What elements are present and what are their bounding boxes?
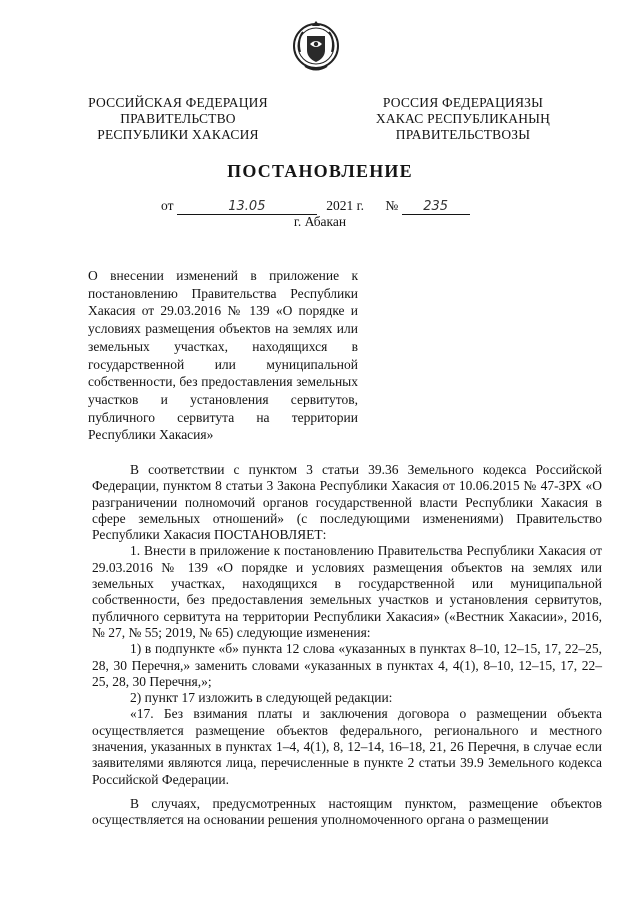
body-paragraph: «17. Без взимания платы и заключения договора о размещении объекта осуществляется размещение объектов федерального, регионального и местного значения, указанных в пунктах 1–4, 4(1), 8, 12–14, 16–18, 21, 26 Перечня, в случае если заявителями являются лица, перечисленные в пункте 2 статьи 39.9 Земельного кодекса Российской Федерации. bbox=[92, 706, 602, 787]
body-paragraph: 2) пункт 17 изложить в следующей редакции: bbox=[130, 690, 393, 706]
year-label: 2021 г. bbox=[326, 198, 364, 213]
document-type-title: ПОСТАНОВЛЕНИЕ bbox=[227, 161, 413, 181]
header-right-line: ХАКАС РЕСПУБЛИКАНЫҢ bbox=[375, 111, 551, 126]
from-label: от bbox=[161, 198, 174, 213]
header-left-line: РОССИЙСКАЯ ФЕДЕРАЦИЯ bbox=[88, 95, 268, 110]
body-paragraph: 1. Внести в приложение к постановлению Правительства Республики Хакасия от 29.03.2016 № 139 «О порядке и условиях размещения объектов на землях или земельных участках, находящихся в государственной или муниципальной собственности, без предоставления земельных участков и установления сервитутов, публичного сервитута на территории Республики Хакасия» («Вестник Хакасии», 2016, № 27, № 55; 2019, № 65) следующие изменения: bbox=[92, 543, 602, 640]
header-left-line: ПРАВИТЕЛЬСТВО bbox=[120, 111, 236, 126]
document-subject: О внесении изменений в приложение к постановлению Правительства Республики Хакасия от 29.03.2016 № 139 «О порядке и условиях размещения объектов на землях или земельных участках, находящихся в государственной или муниципальной собственности, без предоставления земельных участков и установления сервитутов, публичного сервитута на территории Республики Хакасия» bbox=[88, 268, 358, 443]
header-right-line: РОССИЯ ФЕДЕРАЦИЯЗЫ bbox=[382, 95, 544, 110]
date-number-line bbox=[161, 198, 470, 215]
header-left-line: РЕСПУБЛИКИ ХАКАСИЯ bbox=[97, 127, 259, 142]
number-label: № bbox=[385, 198, 399, 213]
body-paragraph: 1) в подпункте «б» пункта 12 слова «указанных в пунктах 8–10, 12–15, 17, 22–25, 28, 30 Перечня,» заменить словами «указанных в пунктах 4, 4(1), 8–10, 12–15, 17, 22–25, 28, 30 Перечня,»; bbox=[92, 641, 602, 689]
body-paragraph: В случаях, предусмотренных настоящим пунктом, размещение объектов осуществляется на основании решения уполномоченного органа о размещении bbox=[92, 795, 602, 828]
header-right bbox=[358, 95, 568, 143]
body-paragraph: В соответствии с пунктом 3 статьи 39.36 Земельного кодекса Российской Федерации, пунктом 8 статьи 3 Закона Республики Хакасия от 10.06.2015 № 47-ЗРХ «О разграничении полномочий органов государственной власти Республики Хакасия в сфере земельных отношений» (с последующими изменениями) Правительство Республики Хакасия ПОСТАНОВЛЯЕТ: bbox=[92, 462, 602, 543]
number-field: 235 bbox=[402, 199, 470, 215]
date-field: 13.05 bbox=[177, 199, 317, 215]
document-body bbox=[92, 462, 602, 829]
coat-of-arms-icon bbox=[291, 20, 341, 76]
header-right-line: ПРАВИТЕЛЬСТВОЗЫ bbox=[395, 127, 531, 142]
header-left bbox=[78, 95, 278, 143]
city-line: г. Абакан bbox=[293, 214, 347, 229]
